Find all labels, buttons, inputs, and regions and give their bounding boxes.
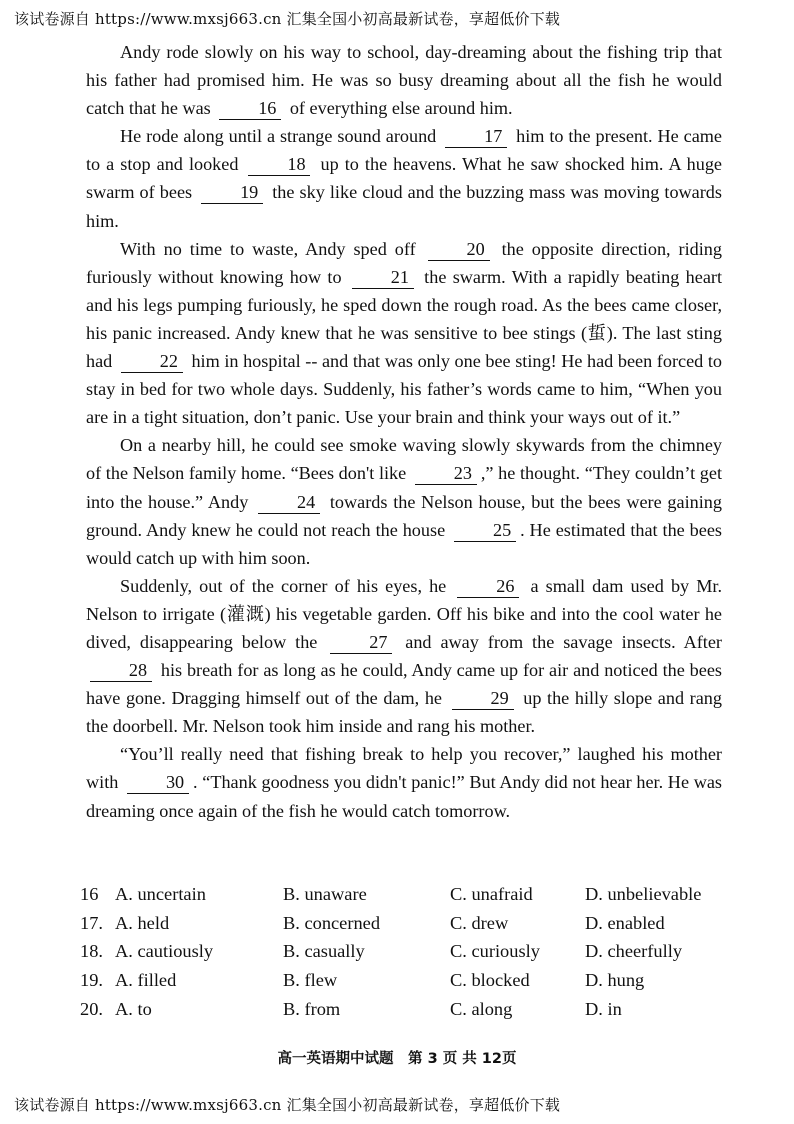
option-a: A. to bbox=[115, 998, 152, 1019]
paragraph-text: ,” he thought. “They couldn’t get into the house.” Andy bbox=[86, 463, 722, 512]
paragraph-text: With no time to waste, Andy sped off bbox=[120, 238, 424, 259]
paragraph bbox=[86, 122, 722, 234]
option-c: C. along bbox=[450, 998, 513, 1019]
answer-blank: 19 bbox=[201, 181, 263, 204]
answer-blank: 29 bbox=[452, 687, 514, 710]
option-d: D. hung bbox=[585, 970, 645, 991]
option-b: B. concerned bbox=[283, 912, 381, 933]
paragraph bbox=[86, 235, 722, 432]
watermark-top: 该试卷源自 https://www.mxsj663.cn 汇集全国小初高最新试卷，享超低价下载 bbox=[14, 10, 561, 28]
question-number: 16 bbox=[80, 884, 99, 904]
option-c: C. blocked bbox=[450, 970, 530, 991]
paragraph-text: up the hilly slope and rang the doorbell. Mr. Nelson took him inside and rang his mother. bbox=[86, 688, 722, 737]
paragraph bbox=[86, 572, 722, 741]
option-d: D. in bbox=[585, 998, 622, 1019]
question-row bbox=[80, 999, 740, 1028]
paragraph-text: and away from the savage insects. After bbox=[396, 631, 722, 652]
answer-blank: 26 bbox=[457, 575, 519, 598]
option-b: B. casually bbox=[283, 941, 365, 962]
answer-blank: 18 bbox=[248, 153, 310, 176]
answer-blank: 24 bbox=[258, 491, 320, 514]
option-b: B. from bbox=[283, 998, 341, 1019]
paragraph-text: him to the present. He came to a stop and looked bbox=[86, 126, 722, 175]
paragraph bbox=[86, 431, 722, 571]
paragraph-text: He rode along until a strange sound around bbox=[120, 126, 442, 147]
option-a: A. held bbox=[115, 912, 170, 933]
option-d: D. enabled bbox=[585, 912, 665, 933]
passage bbox=[86, 38, 722, 825]
page-footer: 高一英语期中试题 第 3 页 共 12页 bbox=[277, 1051, 517, 1067]
option-a: A. uncertain bbox=[115, 884, 206, 904]
paragraph-text: him in hospital -- and that was only one bee sting! He had been forced to stay in bed for two whole days. Suddenly, his father’s words came to him, “When you are in a tight situation, don’t panic. Use your brain and think your ways out of it.” bbox=[86, 351, 722, 428]
option-b: B. unaware bbox=[283, 884, 367, 904]
paragraph-text: . He estimated that the bees would catch up with him soon. bbox=[86, 519, 722, 568]
option-d: D. cheerfully bbox=[585, 941, 683, 962]
answer-blank: 28 bbox=[90, 659, 152, 682]
question-number: 18. bbox=[80, 941, 103, 962]
answer-blank: 25 bbox=[454, 519, 516, 542]
question-row bbox=[80, 970, 740, 999]
question-row bbox=[80, 913, 740, 942]
question-number: 17. bbox=[80, 912, 103, 933]
paragraph-text: up to the heavens. What he saw shocked him. A huge swarm of bees bbox=[86, 154, 722, 203]
options-list bbox=[80, 884, 740, 1027]
paragraph-text: . “Thank goodness you didn't panic!” But Andy did not hear her. He was dreaming once again of the fish he would catch tomorrow. bbox=[86, 772, 722, 821]
paragraph-text: On a nearby hill, he could see smoke waving slowly skywards from the chimney of the Nelson family home. “Bees don't like bbox=[86, 435, 722, 484]
answer-blank: 22 bbox=[121, 350, 183, 373]
answer-blank: 17 bbox=[445, 125, 507, 148]
question-row bbox=[80, 884, 740, 913]
option-d: D. unbelievable bbox=[585, 884, 702, 904]
option-b: B. flew bbox=[283, 970, 338, 991]
option-a: A. cautiously bbox=[115, 941, 214, 962]
paragraph-text: Andy rode slowly on his way to school, day-dreaming about the fishing trip that his father had promised him. He was so busy dreaming about all the fish he would catch that he was bbox=[86, 42, 722, 119]
paragraph-text: “You’ll really need that fishing break to help you recover,” laughed his mother with bbox=[86, 744, 722, 793]
paragraph-text: his breath for as long as he could, Andy came up for air and noticed the bees have gone. Dragging himself out of the dam, he bbox=[86, 660, 722, 709]
option-c: C. drew bbox=[450, 912, 509, 933]
option-a: A. filled bbox=[115, 970, 177, 991]
option-c: C. curiously bbox=[450, 941, 540, 962]
answer-blank: 27 bbox=[330, 631, 392, 654]
answer-blank: 21 bbox=[352, 266, 414, 289]
paragraph bbox=[86, 740, 722, 824]
paragraph bbox=[86, 38, 722, 122]
option-c: C. unafraid bbox=[450, 884, 533, 904]
question-number: 20. bbox=[80, 998, 103, 1019]
paragraph-text: the swarm. With a rapidly beating heart and his legs pumping furiously, he sped down the rough road. As the bees came closer, his panic increased. Andy knew that he was sensitive to bee stings (蜇). The last sting had bbox=[86, 266, 722, 372]
watermark-bottom: 该试卷源自 https://www.mxsj663.cn 汇集全国小初高最新试卷，享超低价下载 bbox=[14, 1096, 561, 1114]
paragraph-text: the opposite direction, riding furiously without knowing how to bbox=[86, 238, 722, 287]
question-number: 19. bbox=[80, 970, 103, 991]
answer-blank: 23 bbox=[415, 462, 477, 485]
paragraph-text: a small dam used by Mr. Nelson to irrigate (灌溉) his vegetable garden. Off his bike and into the cool water he dived, disappearing below the bbox=[86, 575, 722, 652]
answer-blank: 20 bbox=[428, 238, 490, 261]
paragraph-text: of everything else around him. bbox=[285, 98, 513, 119]
paragraph-text: Suddenly, out of the corner of his eyes, he bbox=[120, 575, 454, 596]
answer-blank: 16 bbox=[219, 97, 281, 120]
paragraph-text: the sky like cloud and the buzzing mass was moving towards him. bbox=[86, 182, 722, 231]
paragraph-text: towards the Nelson house, but the bees were gaining ground. Andy knew he could not reach the house bbox=[86, 491, 722, 540]
answer-blank: 30 bbox=[127, 771, 189, 794]
question-row bbox=[80, 941, 740, 970]
